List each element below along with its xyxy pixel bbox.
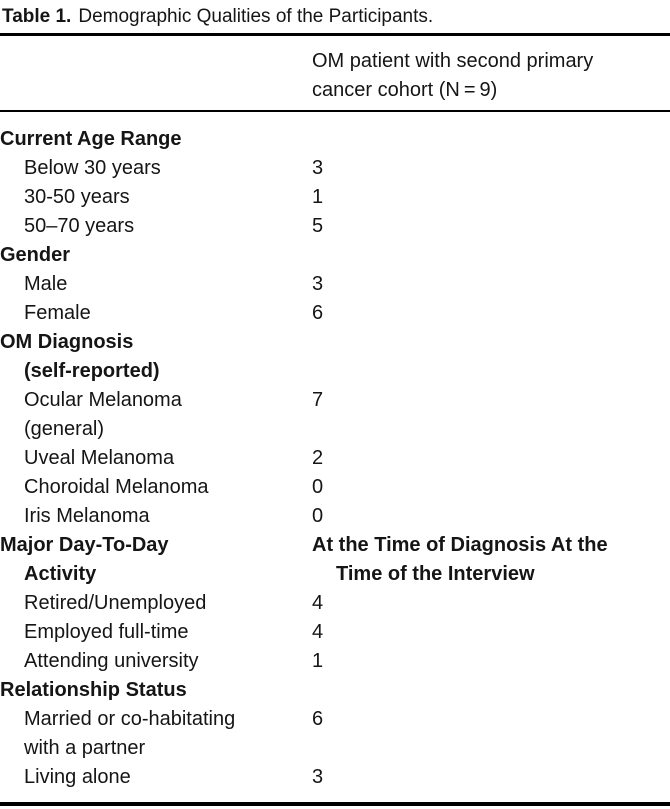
row-label-line: 50–70 years (24, 215, 135, 237)
table-row (0, 183, 670, 212)
table-row (0, 270, 670, 299)
table-row (0, 299, 670, 328)
row-label (0, 647, 312, 676)
row-value: 0 (312, 476, 324, 498)
row-value (312, 531, 670, 589)
table-row (0, 386, 670, 444)
row-label (0, 705, 312, 763)
row-value: 5 (312, 215, 324, 237)
row-label-line: Employed full-time (24, 621, 189, 643)
row-label-line: Major Day-To-Day (0, 534, 169, 556)
table-caption-title: Demographic Qualities of the Participants. (78, 6, 434, 27)
row-label-line: Uveal Melanoma (24, 447, 175, 469)
row-label-line: Living alone (24, 766, 131, 788)
row-label-line: Attending university (24, 650, 199, 672)
row-label (0, 444, 312, 473)
table-row (0, 502, 670, 531)
row-label (0, 473, 312, 502)
row-label-line: Relationship Status (0, 679, 187, 701)
table-row (0, 444, 670, 473)
row-label-line: Iris Melanoma (24, 505, 150, 527)
row-value: 6 (312, 708, 324, 730)
row-label-line: (general) (24, 418, 105, 440)
row-label-line: Below 30 years (24, 157, 161, 179)
row-label (0, 270, 312, 299)
table-caption-number: Table 1. (2, 6, 72, 27)
row-label (0, 386, 312, 444)
bottom-rule (0, 802, 670, 806)
table-row (0, 154, 670, 183)
row-label-line: Choroidal Melanoma (24, 476, 209, 498)
row-label (0, 502, 312, 531)
table-row (0, 473, 670, 502)
row-value: 1 (312, 650, 324, 672)
row-label (0, 212, 312, 241)
row-value: 0 (312, 505, 324, 527)
row-label (0, 154, 312, 183)
row-value-line: Time of the Interview (336, 563, 535, 585)
row-value: 3 (312, 273, 324, 295)
row-value: 3 (312, 157, 324, 179)
table-caption (0, 0, 670, 33)
row-label-line: Current Age Range (0, 128, 182, 150)
table-body (0, 112, 670, 802)
row-label-line: Activity (24, 563, 97, 585)
row-label-line: Married or co-habitating (24, 708, 236, 730)
row-label (0, 241, 312, 270)
row-value: 1 (312, 186, 324, 208)
row-label (0, 328, 312, 386)
section-header-row (0, 676, 670, 705)
row-value: 7 (312, 389, 324, 411)
row-label-line: Female (24, 302, 91, 324)
section-header-row (0, 241, 670, 270)
row-label (0, 125, 312, 154)
row-label-line: Gender (0, 244, 71, 266)
table-row (0, 618, 670, 647)
row-label-line: Ocular Melanoma (24, 389, 182, 411)
section-header-row (0, 531, 670, 589)
table-row (0, 212, 670, 241)
column-header-row (0, 36, 670, 110)
table-row (0, 589, 670, 618)
row-value: 4 (312, 621, 324, 643)
row-label (0, 618, 312, 647)
row-label-line: Retired/Unemployed (24, 592, 207, 614)
row-label (0, 183, 312, 212)
row-value: 6 (312, 302, 324, 324)
row-label (0, 676, 312, 705)
table-row (0, 705, 670, 763)
row-label (0, 589, 312, 618)
row-label-line: (self-reported) (24, 360, 160, 382)
row-label-line: 30-50 years (24, 186, 130, 208)
section-header-row (0, 125, 670, 154)
column-header-label: OM patient with second primary cancer cohort (N = 9) (312, 50, 594, 101)
row-label (0, 299, 312, 328)
row-value: 4 (312, 592, 324, 614)
row-label (0, 763, 312, 792)
row-value: 3 (312, 766, 324, 788)
table-row (0, 647, 670, 676)
row-label (0, 531, 312, 589)
row-value-line: At the Time of Diagnosis At the (312, 534, 608, 556)
section-header-row (0, 328, 670, 386)
table-row (0, 763, 670, 792)
row-value: 2 (312, 447, 324, 469)
row-label-line: OM Diagnosis (0, 331, 134, 353)
row-label-line: Male (24, 273, 68, 295)
row-label-line: with a partner (24, 737, 146, 759)
